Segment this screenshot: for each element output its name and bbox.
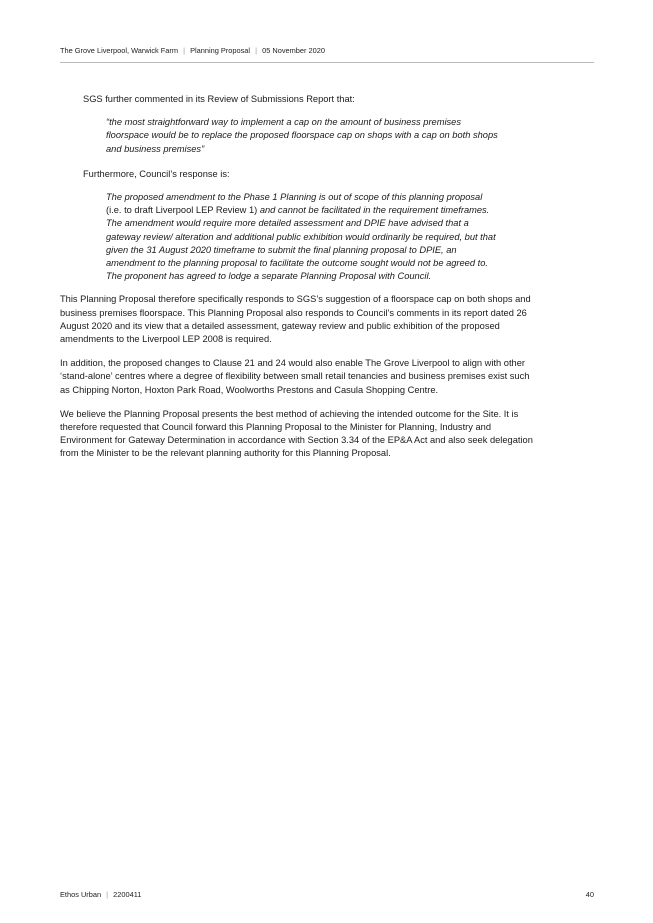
sgs-intro: SGS further commented in its Review of Submissions Report that: [83, 94, 355, 104]
paragraph-line: business premises floorspace. This Planning Proposal also responds to Council’s comments in its report dated 26 [60, 307, 527, 318]
sgs-quote [106, 116, 596, 156]
paragraph-line: We believe the Planning Proposal presents the best method of achieving the intended outcome for the Site. It is [60, 408, 519, 419]
header-date: 05 November 2020 [262, 46, 325, 55]
quote-line: The proponent has agreed to lodge a separate Planning Proposal with Council. [106, 271, 432, 282]
page-number: 40 [585, 890, 594, 899]
quote-line: “the most straightforward way to implement a cap on the amount of business premises [106, 117, 461, 128]
paragraph-line: therefore requested that Council forward this Planning Proposal to the Minister for Planning, Industry and [60, 422, 491, 433]
quote-line: The proposed amendment to the Phase 1 Planning is out of scope of this planning proposal [106, 192, 483, 203]
header-separator: | [183, 46, 185, 55]
paragraph-conclusion [60, 408, 596, 461]
header-project: The Grove Liverpool, Warwick Farm [60, 46, 179, 55]
quote-fragment: and cannot be facilitated in the requirement timeframes. [257, 205, 490, 216]
quote-line: gateway review/ alteration and additional public exhibition would ordinarily be required, but that [106, 231, 496, 242]
paragraph-line: amendments to the Liverpool LEP 2008 is required. [60, 334, 272, 345]
paragraph-line: from the Minister to be the relevant planning authority for this Planning Proposal. [60, 448, 391, 459]
header-separator: | [255, 46, 258, 55]
council-quote [106, 191, 596, 283]
paragraph-line: August 2020 and its view that a detailed assessment, gateway review and public exhibition of the proposed [60, 320, 500, 331]
quote-line [106, 204, 596, 217]
footer-separator: | [106, 890, 109, 899]
quote-line: amendment to the planning proposal to facilitate the outcome sought would not be agreed to. [106, 258, 488, 269]
footer-company: Ethos Urban [60, 890, 102, 899]
quote-parenthetical: (i.e. to draft Liverpool LEP Review 1) [106, 205, 258, 216]
council-intro: Furthermore, Council’s response is: [83, 168, 230, 179]
quote-line: given the 31 August 2020 timeframe to submit the final planning proposal to DPIE, an [106, 244, 457, 255]
header-doc-type: Planning Proposal [190, 46, 251, 55]
page-footer [60, 890, 594, 899]
paragraph-line: Environment for Gateway Determination in accordance with Section 3.34 of the EP&A Act and also seek delegation [60, 435, 533, 446]
page-body [60, 93, 596, 461]
quote-line: The amendment would require more detailed assessment and DPIE have advised that a [106, 218, 469, 229]
paragraph-line: This Planning Proposal therefore specifically responds to SGS’s suggestion of a floorspace cap on both shops and [60, 294, 531, 305]
footer-job-number: 2200411 [113, 890, 142, 899]
quote-line: floorspace would be to replace the proposed floorspace cap on shops with a cap on both shops [106, 130, 498, 141]
paragraph-alignment [60, 357, 596, 397]
paragraph-line: as Chipping Norton, Hoxton Park Road, Woolworths Prestons and Casula Shopping Centre. [60, 384, 439, 395]
header-divider [60, 62, 594, 63]
paragraph-line: ‘stand-alone’ centres where a degree of flexibility between small retail tenancies and business premises exist such [60, 371, 530, 382]
paragraph-line: In addition, the proposed changes to Clause 21 and 24 would also enable The Grove Liverpool to align with other [60, 358, 525, 369]
paragraph-response [60, 293, 596, 346]
page-header [60, 46, 594, 55]
quote-line: and business premises” [106, 143, 205, 154]
